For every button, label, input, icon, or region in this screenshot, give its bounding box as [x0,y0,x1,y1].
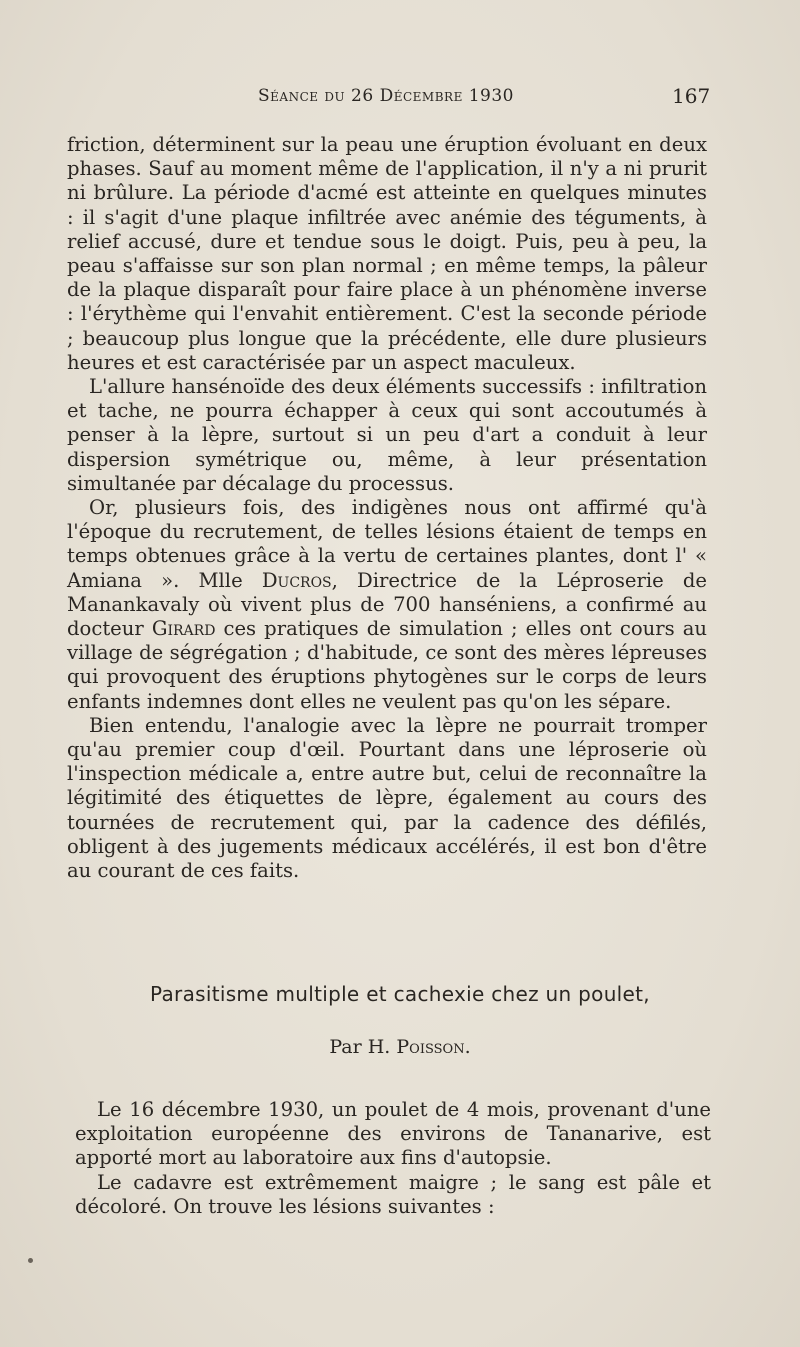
paragraph-3-text-c: ces pratiques de simulation ; elles ont cours au village de ségrégation ; d'habitude, ce sont des mères lépreuses qui provoquent des éruptions phytogènes sur le corps de leurs enfants indemnes dont elles ne veulent pas qu'on les sépare. [67,617,708,713]
paragraph-3 [67,496,707,714]
article-paragraph-1: Le 16 décembre 1930, un poulet de 4 mois, provenant d'une exploitation européenne des environs de Tananarive, est apporté mort au laboratoire aux fins d'autopsie. [75,1098,711,1170]
running-title: Séance du 26 Décembre 1930 [258,86,514,106]
paragraph-1: friction, déterminent sur la peau une éruption évoluant en deux phases. Sauf au moment même de l'application, il n'y a ni prurit ni brûlure. La période d'acmé est atteinte en quelques minutes : il s'agit d'une plaque infiltrée avec anémie des téguments, à relief accusé, dure et tendue sous le doigt. Puis, peu à peu, la peau s'affaisse sur son plan normal ; en même temps, la pâleur de la plaque disparaît pour faire place à un phénomène inverse : l'érythème qui l'envahit entièrement. C'est la seconde période ; beaucoup plus longue que la précédente, elle dure plusieurs heures et est caractérisée par un aspect maculeux. [67,133,707,374]
person-name-girard: Girard [151,617,216,641]
page-number: 167 [672,84,711,108]
paragraph-2: L'allure hansénoïde des deux éléments successifs : infiltration et tache, ne pourra échapper à ceux qui sont accoutumés à penser à la lèpre, surtout si un peu d'art a conduit à leur dispersion symétrique ou, même, à leur présentation simultanée par décalage du processus. [67,375,707,495]
article-title: Parasitisme multiple et cachexie chez un poulet, [150,982,650,1006]
article-body-continued [67,133,707,883]
article-paragraph-2: Le cadavre est extrêmement maigre ; le sang est pâle et décoloré. On trouve les lésions suivantes : [75,1170,711,1218]
running-head [0,86,800,116]
byline-suffix: . [464,1036,471,1058]
article-body [75,1098,711,1219]
paragraph-3-text-a: Or, plusieurs fois, des indigènes nous ont affirmé qu'à l'époque du recrutement, de telles lésions étaient de temps en temps obtenues grâce à la vertu de certaines plantes, dont l' « Amiana ». Mlle [67,496,707,592]
paragraph-4: Bien entendu, l'analogie avec la lèpre ne pourrait tromper qu'au premier coup d'œil. Pourtant dans une léproserie où l'inspection médicale a, entre autre but, celui de reconnaître la légitimité des étiquettes de lèpre, également au cours des tournées de recrutement qui, par la cadence des défilés, obligent à des jugements médicaux accélérés, il est bon d'être au courant de ces faits. [67,713,707,883]
paragraph-3-text-b: , Directrice de la Léproserie de Manankavaly où vivent plus de 700 hanséniens, a confirmé au docteur [67,568,707,641]
person-name-ducros: Ducros [261,568,332,592]
byline [0,1036,800,1058]
author-name: Poisson [396,1036,465,1058]
ink-speck [28,1258,33,1263]
byline-prefix: Par H. [329,1036,397,1058]
